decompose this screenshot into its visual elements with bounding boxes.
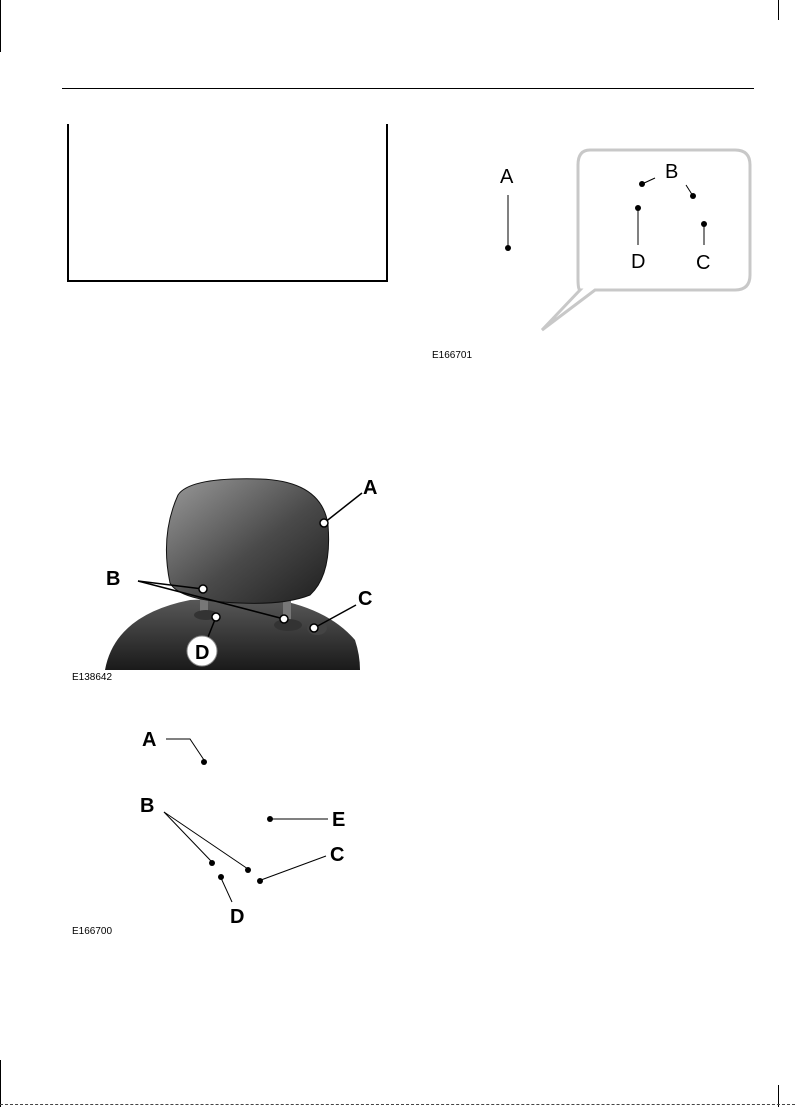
pin-e xyxy=(267,816,273,822)
figure-code-e166701: E166701 xyxy=(432,350,473,361)
head-restraint xyxy=(166,479,328,604)
label-b: B xyxy=(665,161,679,183)
figure-e166701 xyxy=(420,140,760,355)
header-rule xyxy=(62,88,754,89)
pin-a xyxy=(201,759,207,765)
label-d: D xyxy=(230,906,245,928)
callout-bubble xyxy=(542,150,750,330)
pin-b1 xyxy=(209,860,215,866)
pin-d xyxy=(218,874,224,880)
leader-a xyxy=(324,493,362,523)
label-a: A xyxy=(363,477,378,499)
figure-e138642 xyxy=(60,465,390,675)
figure-code-e166700: E166700 xyxy=(72,926,113,937)
pin-a xyxy=(505,245,511,251)
label-b: B xyxy=(140,795,155,817)
label-c: C xyxy=(358,588,373,610)
leader-b2 xyxy=(164,812,248,869)
crop-mark-bottom-left-v xyxy=(0,1060,1,1107)
pin-c xyxy=(257,878,263,884)
pin-b2 xyxy=(245,867,251,873)
figure-code-e138642: E138642 xyxy=(72,672,113,683)
label-d: D xyxy=(195,642,210,664)
figure-e166700 xyxy=(120,720,370,935)
leader-b1 xyxy=(164,812,211,861)
label-a: A xyxy=(142,729,157,751)
pin-c xyxy=(701,221,707,227)
warning-box xyxy=(67,124,388,282)
leader-c xyxy=(261,856,326,880)
leader-a xyxy=(166,739,204,760)
label-c: C xyxy=(696,252,711,274)
bottom-dashed-rule xyxy=(0,1104,795,1105)
crop-mark-top-left xyxy=(0,0,1,52)
pin-b2 xyxy=(690,193,696,199)
label-e: E xyxy=(332,809,346,831)
label-c: C xyxy=(330,844,345,866)
label-d: D xyxy=(631,251,646,273)
leader-d xyxy=(221,878,232,902)
pin-b1 xyxy=(639,181,645,187)
pin-d xyxy=(635,205,641,211)
crop-mark-top-right xyxy=(778,0,779,20)
label-b: B xyxy=(106,568,121,590)
label-a: A xyxy=(500,166,514,188)
